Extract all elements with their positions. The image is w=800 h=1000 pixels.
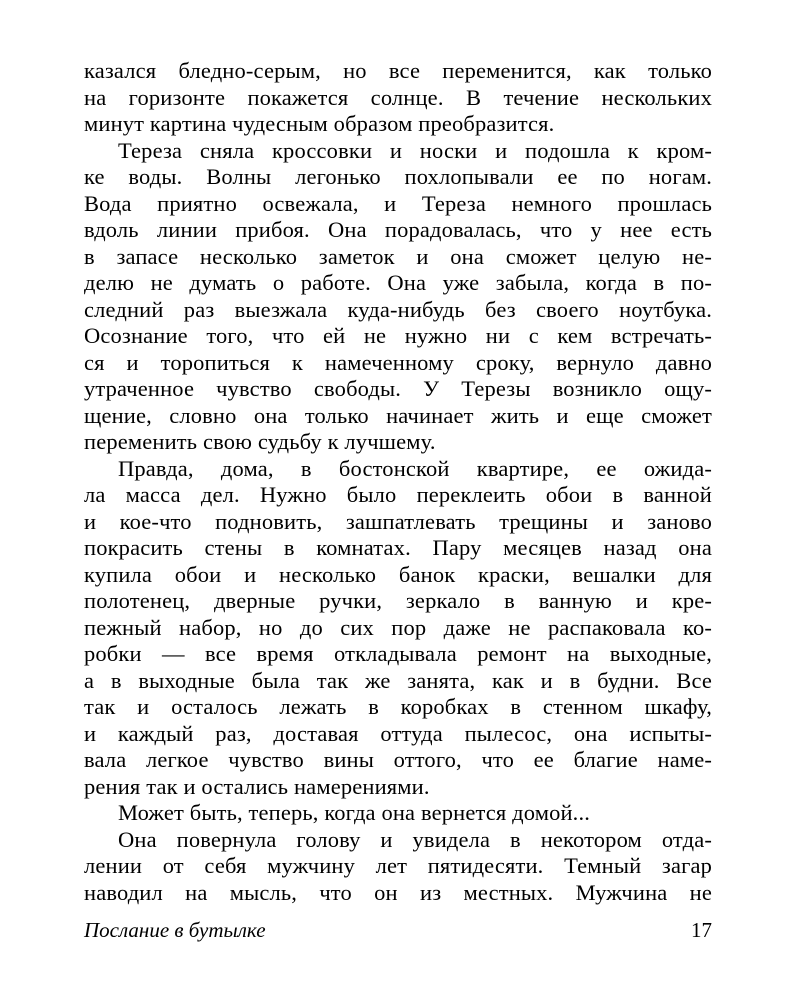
text-line: Правда, дома, в бостонской квартире, ее ожида- xyxy=(118,455,712,481)
text-line: робки — все время откладывала ремонт на выходные, xyxy=(84,641,712,666)
page-footer xyxy=(84,918,712,943)
text-line: Осознание того, что ей не нужно ни с кем встречать- xyxy=(84,323,712,348)
text-line: в запасе несколько заметок и она сможет целую не- xyxy=(84,243,712,269)
paragraph xyxy=(84,58,712,138)
paragraph xyxy=(84,800,712,827)
text-line: ся и торопиться к намеченному сроку, вернуло давно xyxy=(84,349,712,375)
text-line: наводил на мысль, что он из местных. Мужчина не xyxy=(84,879,712,905)
text-line: пежный набор, но до сих пор даже не распаковала ко- xyxy=(84,614,712,640)
text-line: а в выходные была так же занята, как и в будни. Все xyxy=(84,667,712,693)
text-line: утраченное чувство свободы. У Терезы возникло ощу- xyxy=(84,376,712,401)
paragraph xyxy=(84,456,712,801)
text-line: следний раз выезжала куда-нибудь без своего ноутбука. xyxy=(84,296,712,322)
running-title: Послание в бутылке xyxy=(84,918,266,942)
text-line: вдоль линии прибоя. Она порадовалась, что у нее есть xyxy=(84,217,712,242)
text-line: делю не думать о работе. Она уже забыла, когда в по- xyxy=(84,270,712,295)
text-line: казался бледно-серым, но все переменится, как только xyxy=(84,58,712,83)
text-line: вала легкое чувство вины оттого, что ее благие наме- xyxy=(84,747,712,772)
page-body xyxy=(84,58,712,906)
text-line: и каждый раз, доставая оттуда пылесос, она испыты- xyxy=(84,720,712,746)
page-number: 17 xyxy=(691,918,712,942)
text-line: Может быть, теперь, когда она вернется домой... xyxy=(118,800,591,825)
text-line: купила обои и несколько банок краски, вешалки для xyxy=(84,561,712,587)
text-line: Тереза сняла кроссовки и носки и подошла к кром- xyxy=(118,137,712,163)
text-line: и кое-что подновить, зашпатлевать трещины и заново xyxy=(84,508,712,534)
text-line: рения так и остались намерениями. xyxy=(84,773,430,799)
paragraph xyxy=(84,138,712,456)
text-line: полотенец, дверные ручки, зеркало в ванную и кре- xyxy=(84,588,712,613)
paragraph xyxy=(84,827,712,907)
text-line: покрасить стены в комнатах. Пару месяцев назад она xyxy=(84,535,712,560)
text-line: на горизонте покажется солнце. В течение нескольких xyxy=(84,84,712,110)
text-line: Вода приятно освежала, и Тереза немного прошлась xyxy=(84,190,712,216)
text-line: Она повернула голову и увидела в некотором отда- xyxy=(118,826,712,852)
text-line: щение, словно она только начинает жить и еще сможет xyxy=(84,402,712,428)
text-line: переменить свою судьбу к лучшему. xyxy=(84,429,436,454)
text-line: так и осталось лежать в коробках в стенном шкафу, xyxy=(84,694,712,719)
text-line: ке воды. Волны легонько похлопывали ее по ногам. xyxy=(84,164,712,189)
text-line: ла масса дел. Нужно было переклеить обои в ванной xyxy=(84,482,712,507)
text-line: лении от себя мужчину лет пятидесяти. Темный загар xyxy=(84,853,712,878)
text-line: минут картина чудесным образом преобразится. xyxy=(84,111,555,136)
